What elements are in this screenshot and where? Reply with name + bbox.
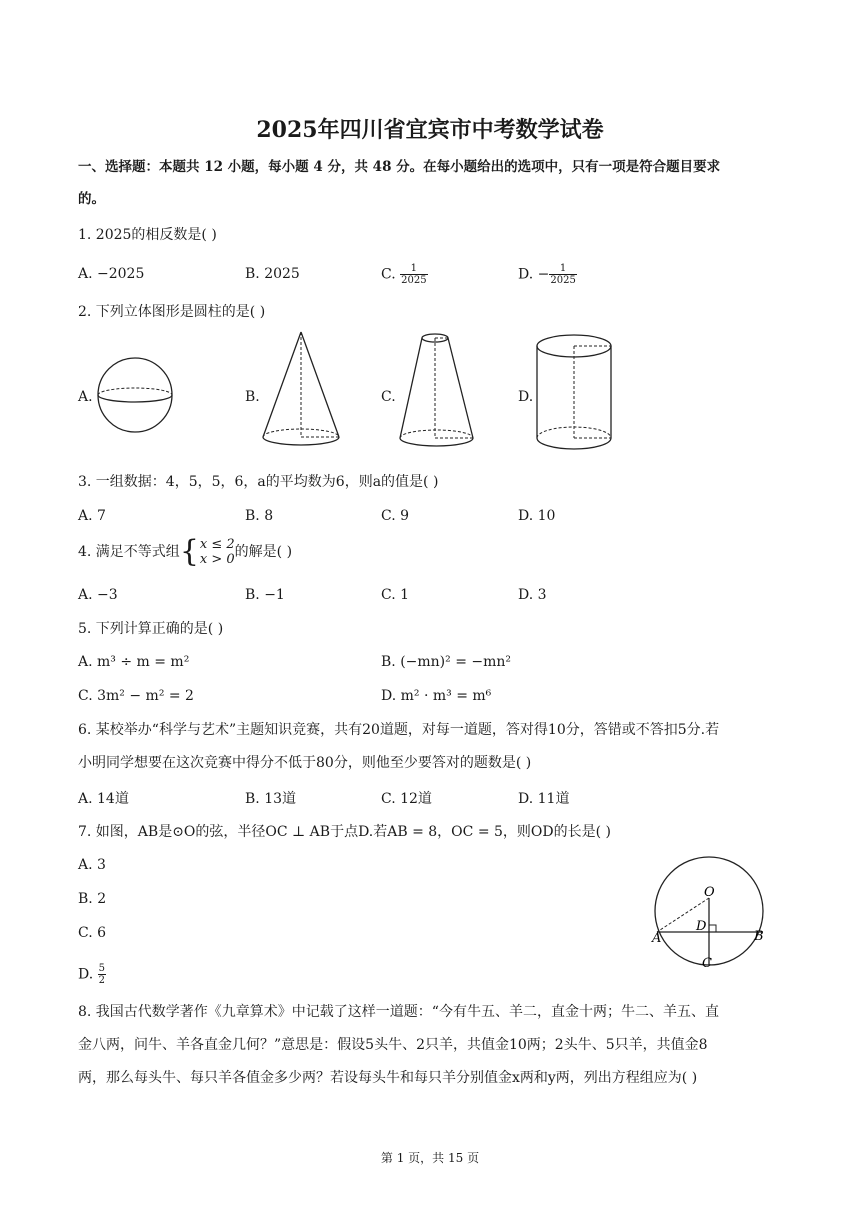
q4-inequality-2: x > 0 — [199, 552, 235, 567]
question-6-line2: 小明同学想要在这次竞赛中得分不低于80分，则他至少要答对的题数是( ) — [78, 755, 532, 771]
label-B: B — [754, 929, 764, 944]
q6-option-a: A. 14道 — [78, 791, 129, 807]
q2-option-a-label: A. — [78, 389, 93, 405]
frustum-figure — [396, 330, 478, 452]
q7-option-d-numerator: 5 — [98, 963, 106, 974]
question-1-stem: 1. 2025的相反数是( ) — [78, 227, 217, 243]
label-A: A — [652, 931, 662, 946]
q3-option-d: D. 10 — [518, 508, 556, 524]
q4-option-b: B. −1 — [245, 587, 285, 603]
q7-option-b: B. 2 — [78, 891, 107, 907]
q1-option-d-prefix: D. − — [518, 266, 550, 283]
q5-option-c: C. 3m² − m² = 2 — [78, 688, 194, 704]
q4-brace: { — [179, 534, 199, 569]
question-2-stem: 2. 下列立体图形是圆柱的是( ) — [78, 304, 266, 320]
section-heading-line1: 一、选择题：本题共 12 小题，每小题 4 分，共 48 分。在每小题给出的选项中，只有一项是符合题目要求 — [78, 159, 721, 175]
sphere-figure — [94, 355, 176, 437]
q1-option-d-numerator: 1 — [549, 263, 576, 275]
q6-option-b: B. 13道 — [245, 791, 297, 807]
q1-option-c-fraction — [400, 263, 427, 286]
q1-option-b: B. 2025 — [245, 266, 300, 282]
q3-option-a: A. 7 — [78, 508, 106, 524]
q1-option-d — [518, 263, 577, 286]
cone-figure — [258, 328, 344, 450]
q1-option-d-fraction — [549, 263, 576, 286]
q5-option-a: A. m³ ÷ m = m² — [78, 654, 190, 670]
q4-option-d: D. 3 — [518, 587, 547, 603]
question-6-line1: 6. 某校举办“科学与艺术”主题知识竞赛，共有20道题，对每一道题，答对得10分，答错或不答扣5分.若 — [78, 722, 720, 738]
q5-option-d: D. m² · m³ = m⁶ — [381, 688, 492, 704]
q7-option-d-fraction — [98, 963, 106, 986]
page-footer: 第 1 页，共 15 页 — [380, 1151, 480, 1165]
q4-stem-prefix: 4. 满足不等式组 — [78, 544, 180, 560]
q6-option-c: C. 12道 — [381, 791, 432, 807]
q2-option-c-label: C. — [381, 389, 396, 405]
question-8-line1: 8. 我国古代数学著作《九章算术》中记载了这样一道题：“今有牛五、羊二，直金十两；牛二、羊五、直 — [78, 1004, 719, 1020]
label-C: C — [702, 956, 712, 971]
q4-stem-suffix: 的解是( ) — [234, 544, 293, 560]
q4-inequality-system — [200, 537, 235, 567]
q1-option-c-denominator: 2025 — [401, 275, 427, 286]
question-5-stem: 5. 下列计算正确的是( ) — [78, 621, 224, 637]
cylinder-figure — [532, 330, 616, 454]
q5-option-b: B. (−mn)² = −mn² — [381, 654, 512, 670]
q4-option-c: C. 1 — [381, 587, 410, 603]
q6-option-d: D. 11道 — [518, 791, 570, 807]
circle-chord-figure — [646, 846, 774, 974]
q2-option-b-label: B. — [245, 389, 260, 405]
q3-option-b: B. 8 — [245, 508, 274, 524]
question-3-stem: 3. 一组数据：4，5，5，6，a的平均数为6，则a的值是( ) — [78, 474, 439, 490]
question-8-line3: 两，那么每头牛、每只羊各值金多少两？若设每头牛和每只羊分别值金x两和y两，列出方程组应为( ) — [78, 1070, 698, 1086]
q3-option-c: C. 9 — [381, 508, 410, 524]
q1-option-d-denominator: 2025 — [550, 275, 576, 286]
q4-option-a: A. −3 — [78, 587, 118, 603]
q7-option-c: C. 6 — [78, 925, 107, 941]
q7-option-d-denominator: 2 — [98, 975, 106, 986]
page-title: 2025年四川省宜宾市中考数学试卷 — [256, 117, 604, 143]
q1-option-a: A. −2025 — [78, 266, 145, 282]
question-8-line2: 金八两，问牛、羊各直金几何？”意思是：假设5头牛、2只羊，共值金10两；2头牛、5只羊，共值金8 — [78, 1037, 708, 1053]
q1-option-c-numerator: 1 — [400, 263, 427, 275]
question-7-stem: 7. 如图，AB是⊙O的弦，半径OC ⊥ AB于点D.若AB = 8，OC = 5，则OD的长是( ) — [78, 824, 611, 840]
section-heading-line2: 的。 — [78, 191, 105, 207]
q2-option-d-label: D. — [518, 389, 534, 405]
label-O: O — [704, 885, 715, 900]
question-4-stem — [78, 534, 293, 569]
q1-option-c — [381, 263, 428, 286]
label-D: D — [696, 919, 707, 934]
q7-option-a: A. 3 — [78, 857, 106, 873]
q7-option-d — [78, 963, 106, 986]
q1-option-c-prefix: C. — [381, 266, 401, 283]
q4-inequality-1: x ≤ 2 — [199, 537, 235, 552]
q7-option-d-prefix: D. — [78, 966, 98, 983]
